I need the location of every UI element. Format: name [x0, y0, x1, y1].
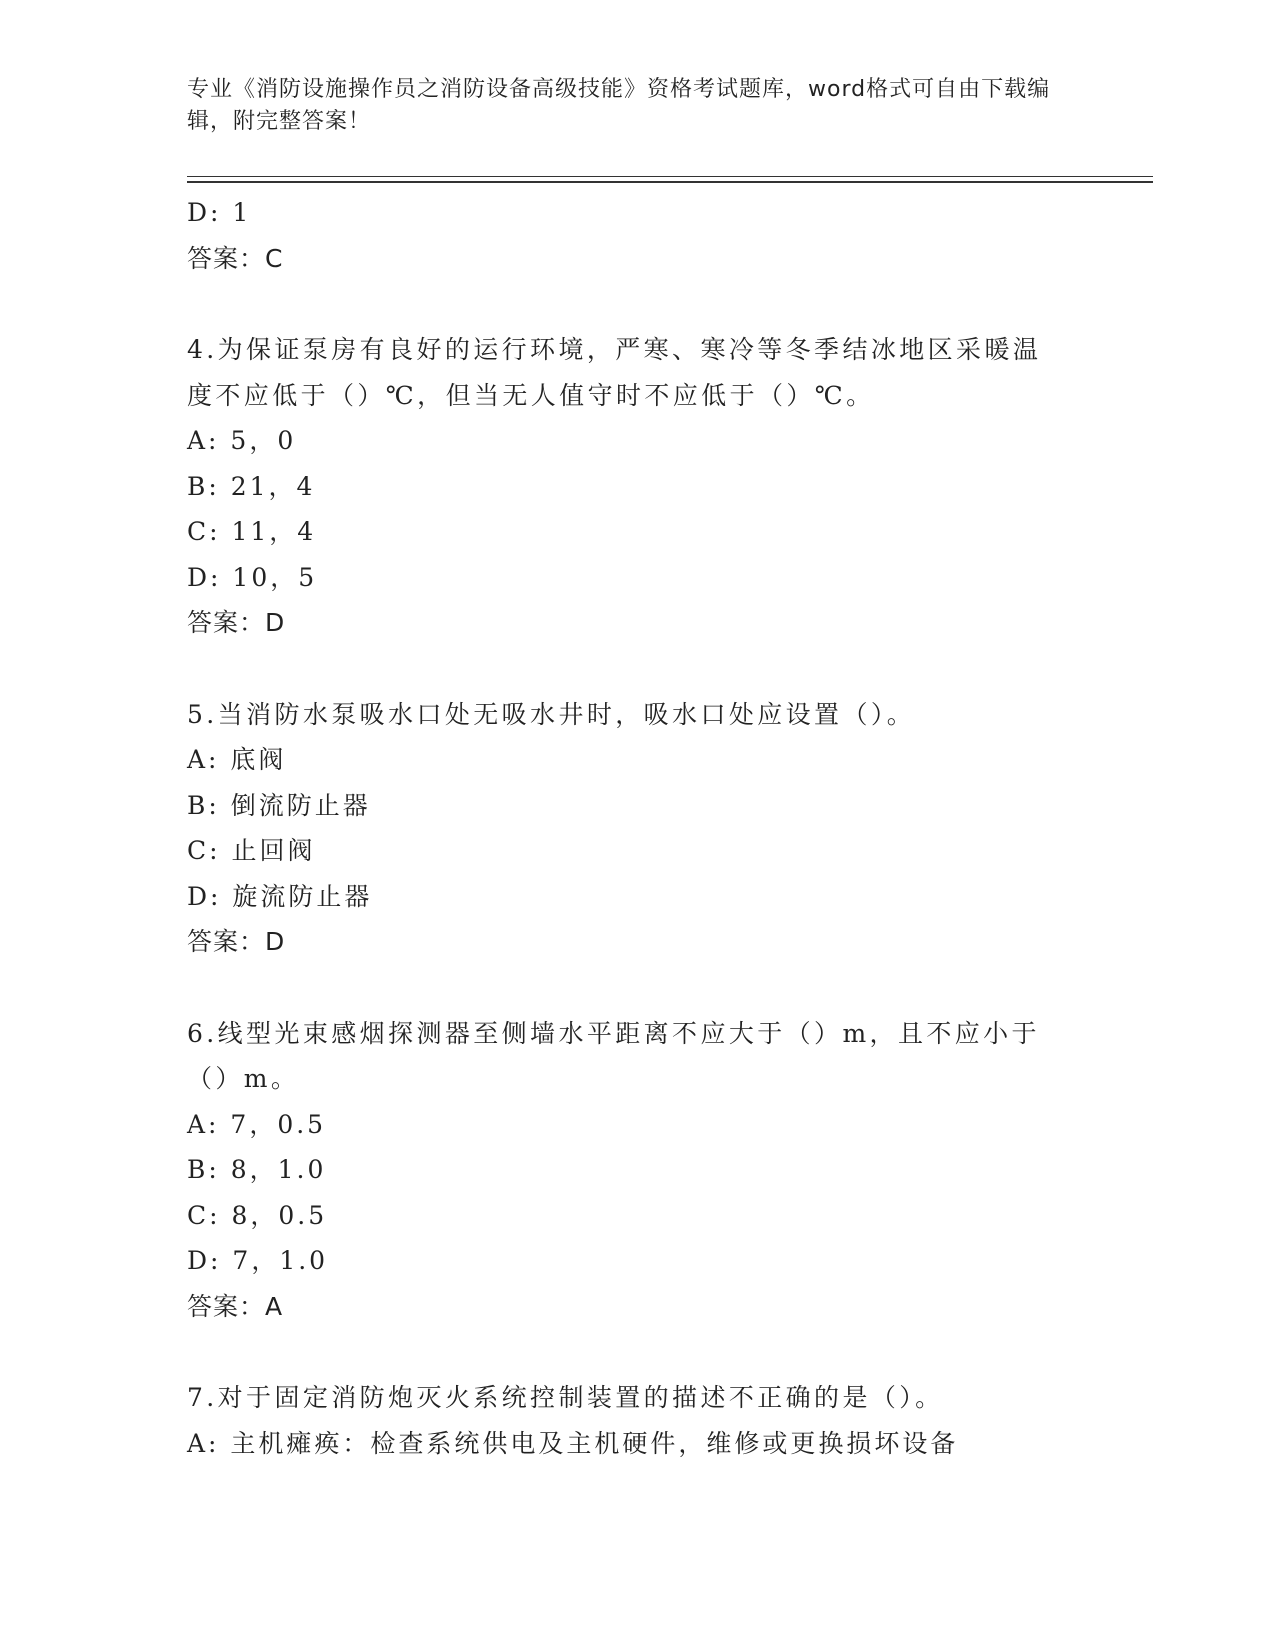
option-c: C: 止回阀: [187, 836, 316, 865]
answer-line: 答案：C: [187, 243, 284, 273]
question-text: 6.线型光束感烟探测器至侧墙水平距离不应大于（）m，且不应小于（）m。: [187, 1018, 1040, 1093]
option-a: A: 底阀: [187, 745, 287, 774]
question-text: 4.为保证泵房有良好的运行环境，严寒、寒冷等冬季结冰地区采暖温度不应低于（）℃，但当无人值守时不应低于（）℃。: [187, 335, 1042, 410]
document-header: [187, 74, 1067, 138]
header-title: 专业《消防设施操作员之消防设备高级技能》资格考试题库，word格式可自由下载编辑，附完整答案！: [187, 77, 1051, 134]
header-divider-thin: [187, 176, 1153, 177]
option-c: C: 11，4: [187, 517, 317, 546]
answer-line: 答案：A: [187, 1291, 284, 1321]
option-c: C: 8，0.5: [187, 1200, 328, 1230]
option-a: A: 主机瘫痪：检查系统供电及主机硬件，维修或更换损坏设备: [187, 1428, 959, 1458]
option-d: D: 旋流防止器: [187, 881, 373, 911]
option-d: D: 7，1.0: [187, 1246, 329, 1275]
option-d: D: 10，5: [187, 562, 318, 592]
answer-line: 答案：D: [187, 927, 286, 956]
option-a: A: 5，0: [187, 426, 297, 455]
question-7: [187, 1375, 1087, 1466]
question-5: [187, 692, 1087, 965]
option-b: B: 倒流防止器: [187, 790, 371, 820]
option-b: B: 21，4: [187, 471, 316, 501]
question-4: [187, 327, 1087, 646]
option-a: A: 7，0.5: [187, 1109, 327, 1139]
question-text: 5.当消防水泵吸水口处无吸水井时，吸水口处应设置（）。: [187, 699, 916, 729]
document-body: [187, 190, 1087, 1466]
previous-question-tail: [187, 190, 1087, 281]
option-d: D: 1: [187, 198, 252, 227]
answer-line: 答案：D: [187, 608, 286, 637]
question-text: 7.对于固定消防炮灭火系统控制装置的描述不正确的是（）。: [187, 1383, 944, 1412]
option-b: B: 8，1.0: [187, 1155, 327, 1184]
header-divider-thick: [187, 181, 1153, 183]
question-6: [187, 1011, 1087, 1330]
